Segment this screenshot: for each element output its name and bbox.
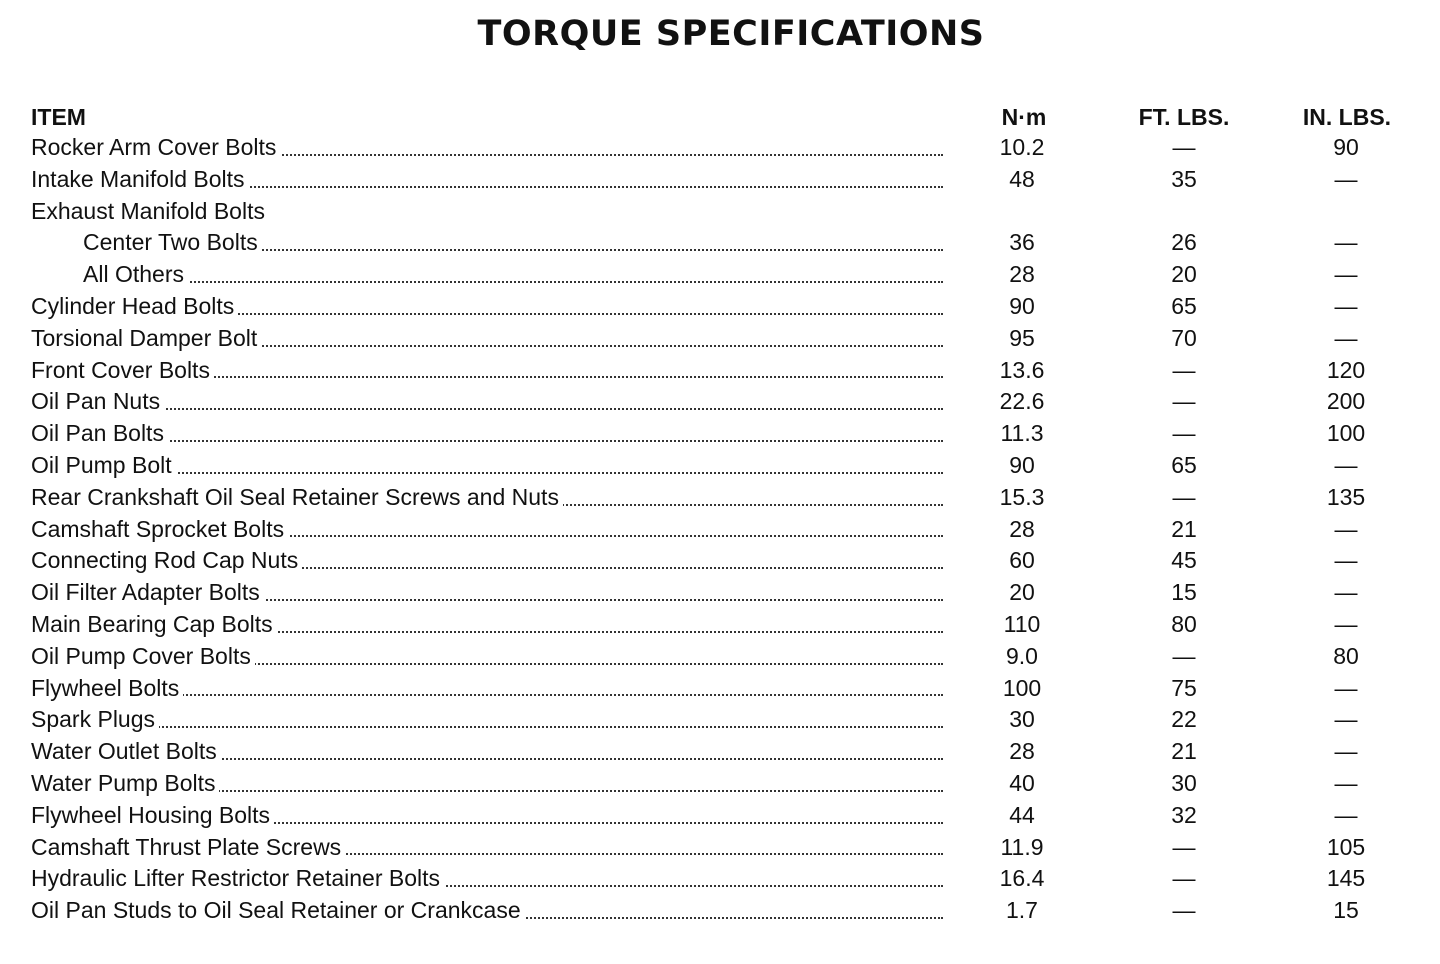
row-value-in-lbs: — — [1334, 610, 1358, 637]
row-value-ft-lbs: 75 — [1171, 674, 1197, 701]
table-row — [0, 704, 1440, 736]
row-item-label: Water Outlet Bolts — [31, 738, 221, 764]
table-row — [0, 323, 1440, 355]
row-item — [31, 132, 943, 164]
table-row — [0, 196, 1440, 228]
row-item — [31, 832, 943, 864]
row-value-in-lbs: — — [1334, 324, 1358, 351]
row-value-nm: 110 — [1003, 610, 1041, 637]
row-value-ft-lbs: — — [1172, 420, 1196, 447]
row-value-nm: 16.4 — [999, 865, 1045, 892]
table-row — [0, 673, 1440, 705]
row-item — [31, 545, 943, 577]
table-row — [0, 227, 1440, 259]
row-value-nm: 36 — [1009, 229, 1035, 256]
row-item-label: Oil Pan Studs to Oil Seal Retainer or Crankcase — [31, 897, 525, 923]
row-value-nm: 30 — [1009, 706, 1035, 733]
row-item — [31, 641, 943, 673]
table-row — [0, 895, 1440, 927]
row-value-in-lbs: 90 — [1333, 134, 1359, 160]
row-item-label: Water Pump Bolts — [31, 770, 219, 796]
row-item-label: Oil Filter Adapter Bolts — [31, 579, 264, 605]
row-value-in-lbs: — — [1334, 674, 1358, 701]
row-value-in-lbs: 100 — [1326, 420, 1366, 447]
dot-leader — [31, 408, 943, 410]
row-value-ft-lbs: 21 — [1171, 515, 1197, 542]
row-value-ft-lbs: — — [1172, 865, 1196, 892]
row-value-ft-lbs: — — [1172, 897, 1196, 924]
row-value-in-lbs: — — [1334, 547, 1358, 574]
row-item — [31, 863, 943, 895]
row-value-in-lbs: — — [1334, 451, 1358, 478]
table-row — [0, 863, 1440, 895]
row-value-ft-lbs: 65 — [1171, 292, 1197, 319]
table-row — [0, 386, 1440, 418]
row-item-label: Spark Plugs — [31, 706, 159, 732]
table-row — [0, 577, 1440, 609]
row-item-label: Camshaft Thrust Plate Screws — [31, 834, 345, 860]
row-value-in-lbs: — — [1334, 515, 1358, 542]
row-item — [31, 673, 943, 705]
row-value-ft-lbs: 22 — [1171, 706, 1197, 733]
column-header-nm: N·m — [1001, 104, 1047, 130]
row-item-label: Center Two Bolts — [83, 229, 262, 255]
row-value-nm: 44 — [1009, 801, 1035, 828]
row-item — [31, 768, 943, 800]
row-item — [31, 323, 943, 355]
row-value-ft-lbs: 80 — [1171, 610, 1197, 637]
row-value-ft-lbs: 26 — [1171, 229, 1197, 256]
row-value-nm: 40 — [1009, 769, 1035, 796]
row-value-nm: 90 — [1009, 451, 1035, 478]
column-header-ft-lbs: FT. LBS. — [1138, 104, 1230, 130]
row-value-nm: 20 — [1009, 579, 1035, 606]
row-value-in-lbs: 135 — [1326, 483, 1366, 510]
row-value-nm: 48 — [1009, 165, 1035, 192]
table-row — [0, 514, 1440, 546]
row-value-in-lbs: — — [1334, 165, 1358, 192]
row-item-label: Rocker Arm Cover Bolts — [31, 134, 280, 160]
row-value-ft-lbs: — — [1172, 134, 1196, 160]
row-item-label: Oil Pan Bolts — [31, 420, 168, 446]
row-value-in-lbs: — — [1334, 229, 1358, 256]
row-value-ft-lbs: — — [1172, 642, 1196, 669]
row-item — [31, 355, 943, 387]
row-value-ft-lbs: — — [1172, 356, 1196, 383]
table-row — [0, 450, 1440, 482]
table-row — [0, 164, 1440, 196]
row-value-nm: 9.0 — [1006, 642, 1038, 669]
page-title: TORQUE SPECIFICATIONS — [477, 14, 985, 54]
row-item — [31, 386, 943, 418]
row-item — [83, 259, 943, 291]
row-value-nm: 90 — [1009, 292, 1035, 319]
row-item — [31, 418, 943, 450]
row-item — [31, 450, 943, 482]
table-row — [0, 132, 1440, 164]
table-row — [0, 609, 1440, 641]
row-value-in-lbs: 105 — [1326, 833, 1366, 860]
table-row — [0, 291, 1440, 323]
dot-leader — [31, 726, 943, 728]
row-item-label: Flywheel Bolts — [31, 675, 183, 701]
row-value-ft-lbs: 70 — [1171, 324, 1197, 351]
table-row — [0, 736, 1440, 768]
row-item-label: Oil Pan Nuts — [31, 388, 164, 414]
row-value-ft-lbs: 45 — [1171, 547, 1197, 574]
column-header-item: ITEM — [31, 104, 86, 130]
row-value-in-lbs: 200 — [1326, 388, 1366, 415]
row-item-label: Front Cover Bolts — [31, 357, 214, 383]
row-value-in-lbs: 145 — [1326, 865, 1366, 892]
row-value-nm: 100 — [1002, 674, 1042, 701]
row-value-ft-lbs: 15 — [1171, 579, 1197, 606]
row-value-nm: 10.2 — [999, 134, 1045, 160]
row-value-nm: 60 — [1009, 547, 1035, 574]
row-value-in-lbs: — — [1334, 706, 1358, 733]
row-value-in-lbs: — — [1334, 579, 1358, 606]
row-item — [31, 800, 943, 832]
row-value-in-lbs: — — [1334, 738, 1358, 765]
table-row — [0, 768, 1440, 800]
row-value-in-lbs: — — [1334, 801, 1358, 828]
table-header-row — [0, 100, 1440, 132]
row-item-label: Cylinder Head Bolts — [31, 293, 238, 319]
table-row — [0, 545, 1440, 577]
row-value-in-lbs: — — [1334, 292, 1358, 319]
column-header-in-lbs: IN. LBS. — [1302, 104, 1392, 130]
row-value-ft-lbs: 65 — [1171, 451, 1197, 478]
row-item-label: Rear Crankshaft Oil Seal Retainer Screws and Nuts — [31, 484, 563, 510]
row-item-label: Oil Pump Cover Bolts — [31, 643, 255, 669]
row-item — [31, 514, 943, 546]
row-value-in-lbs: — — [1334, 261, 1358, 288]
row-value-nm: 13.6 — [999, 356, 1045, 383]
row-item-label: Flywheel Housing Bolts — [31, 802, 274, 828]
row-value-ft-lbs: — — [1172, 388, 1196, 415]
row-value-ft-lbs: — — [1172, 833, 1196, 860]
row-item-label: Intake Manifold Bolts — [31, 166, 249, 192]
table-row — [0, 259, 1440, 291]
row-value-nm: 11.9 — [1000, 833, 1044, 860]
row-item — [31, 736, 943, 768]
row-item-label: All Others — [83, 261, 188, 287]
row-item-label: Camshaft Sprocket Bolts — [31, 516, 288, 542]
row-value-nm: 22.6 — [999, 388, 1045, 415]
row-value-in-lbs: 120 — [1326, 356, 1366, 383]
table-row — [0, 832, 1440, 864]
row-item — [83, 227, 943, 259]
row-value-nm: 28 — [1009, 515, 1035, 542]
row-value-nm: 28 — [1009, 261, 1035, 288]
row-item — [31, 164, 943, 196]
row-value-nm: 15.3 — [999, 483, 1045, 510]
row-value-ft-lbs: 30 — [1171, 769, 1197, 796]
table-row — [0, 355, 1440, 387]
row-item — [31, 577, 943, 609]
row-item-label: Torsional Damper Bolt — [31, 325, 261, 351]
row-item — [31, 895, 943, 927]
row-item-label: Connecting Rod Cap Nuts — [31, 547, 302, 573]
dot-leader — [83, 281, 943, 283]
row-value-in-lbs: — — [1334, 769, 1358, 796]
row-value-nm: 1.7 — [1006, 897, 1038, 924]
row-value-ft-lbs: — — [1172, 483, 1196, 510]
row-value-nm: 95 — [1009, 324, 1035, 351]
row-value-nm: 28 — [1009, 738, 1035, 765]
row-item-label: Main Bearing Cap Bolts — [31, 611, 277, 637]
row-item — [31, 482, 943, 514]
table-body — [0, 132, 1440, 927]
torque-spec-table — [0, 100, 1440, 927]
row-value-in-lbs: 80 — [1333, 642, 1359, 669]
row-item-label: Hydraulic Lifter Restrictor Retainer Bolts — [31, 865, 444, 891]
row-item-label: Exhaust Manifold Bolts — [31, 198, 269, 224]
row-value-in-lbs: 15 — [1333, 897, 1359, 924]
table-row — [0, 482, 1440, 514]
row-item-label: Oil Pump Bolt — [31, 452, 176, 478]
table-row — [0, 418, 1440, 450]
row-item — [31, 704, 943, 736]
table-row — [0, 641, 1440, 673]
row-value-nm: 11.3 — [1000, 420, 1044, 447]
row-value-ft-lbs: 32 — [1171, 801, 1197, 828]
row-item — [31, 609, 943, 641]
row-value-ft-lbs: 20 — [1171, 261, 1197, 288]
table-row — [0, 800, 1440, 832]
row-item — [31, 196, 943, 228]
row-item — [31, 291, 943, 323]
row-value-ft-lbs: 21 — [1171, 738, 1197, 765]
row-value-ft-lbs: 35 — [1171, 165, 1197, 192]
